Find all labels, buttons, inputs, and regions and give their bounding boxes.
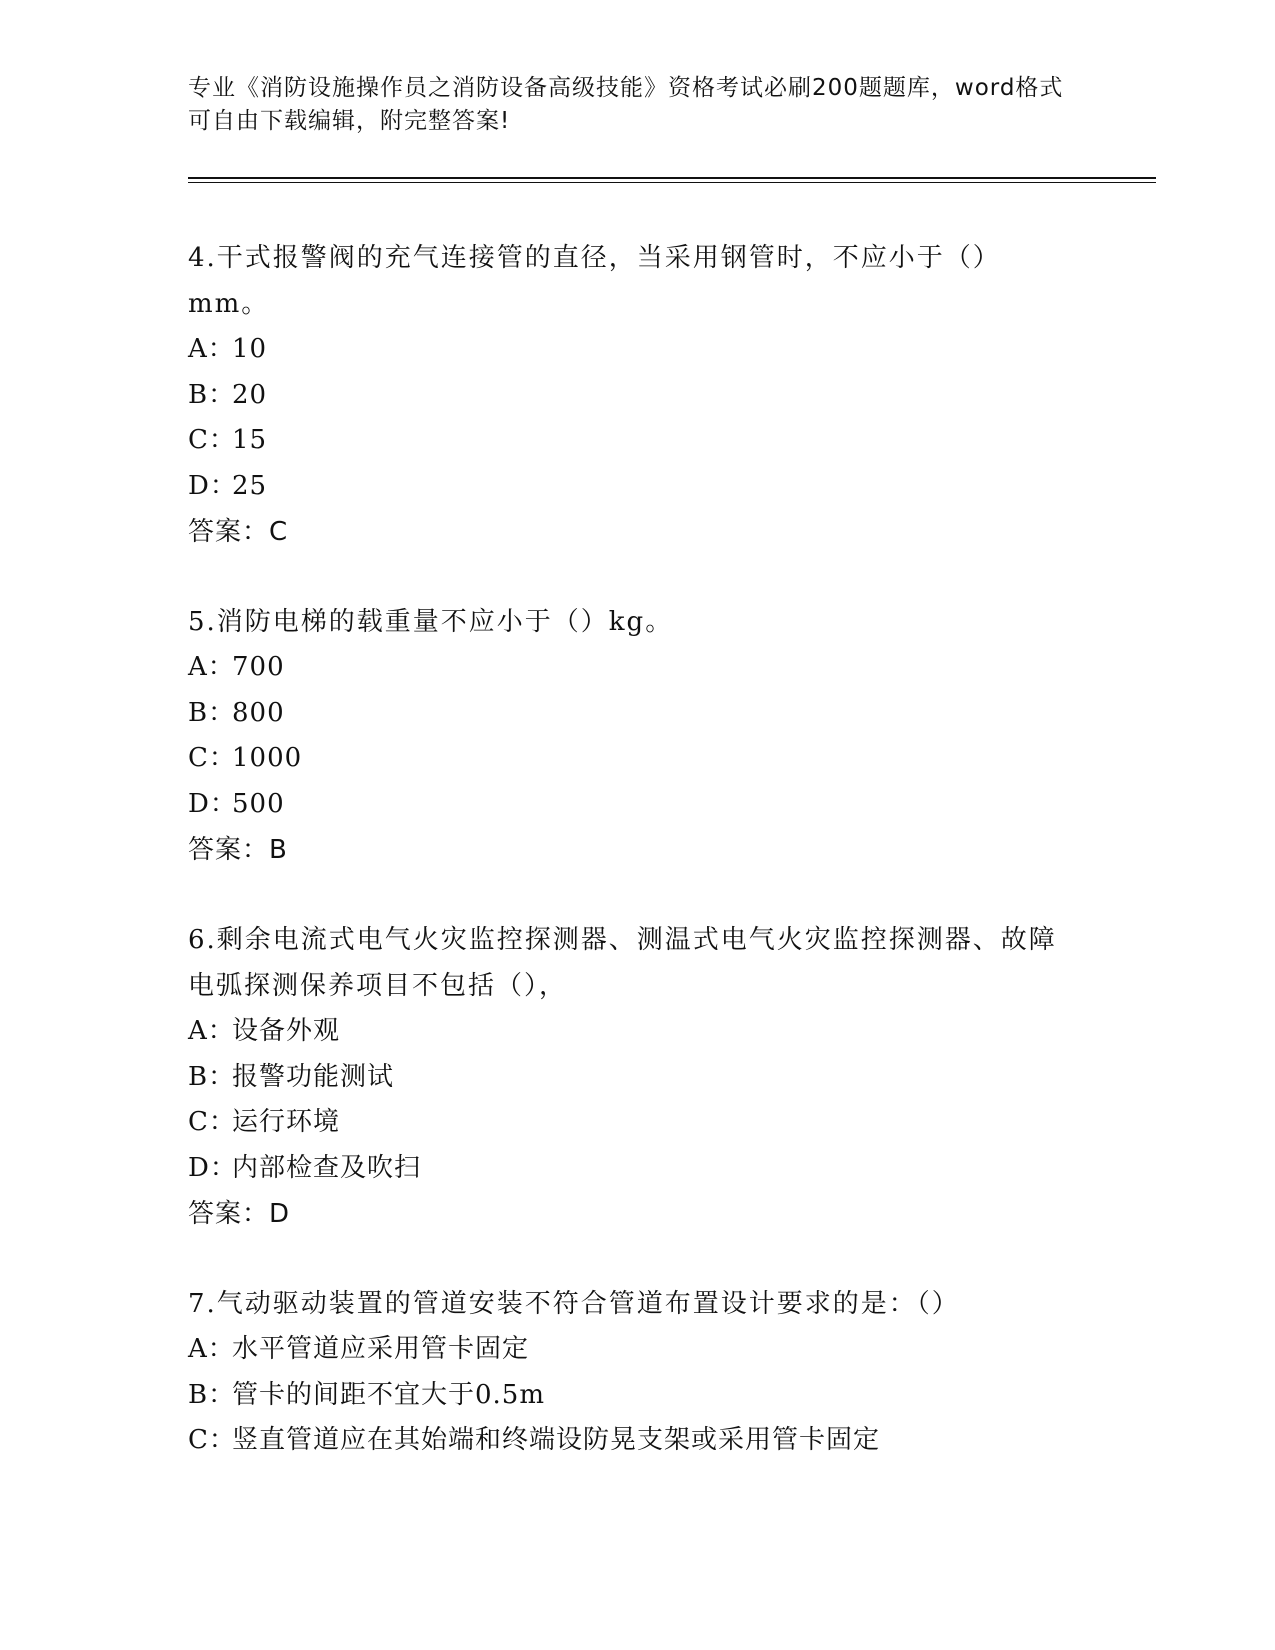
option-value: 20 [232,379,268,410]
option-value: 运行环境 [232,1107,341,1137]
question-text: 7.气动驱动装置的管道安装不符合管道布置设计要求的是：（） [188,1289,960,1319]
question-list [188,235,1068,1508]
option-value: 设备外观 [232,1016,341,1046]
option-b [188,1055,1068,1101]
option-a [188,645,1068,691]
option-c [188,736,1068,782]
answer-line: 答案：B [188,835,288,865]
question-block [188,235,1068,555]
option-letter: C： [188,1107,236,1137]
option-c [188,1100,1068,1146]
option-letter: C： [188,1425,236,1455]
option-letter: D： [188,788,237,819]
option-letter: B： [188,1379,236,1410]
option-letter: C： [188,425,236,455]
option-a [188,1009,1068,1055]
option-c [188,1418,1068,1464]
option-d [188,1146,1068,1192]
option-b [188,1373,1068,1419]
document-header-text: 专业《消防设施操作员之消防设备高级技能》资格考试必刷200题题库，word格式可自由下载编辑，附完整答案! [188,75,1064,134]
option-letter: A： [188,334,235,364]
option-c [188,418,1068,464]
answer-line: 答案：D [188,1199,291,1229]
question-text: 4.干式报警阀的充气连接管的直径，当采用钢管时，不应小于（）mm。 [188,243,1001,319]
option-value: 管卡的间距不宜大于0.5m [232,1379,546,1410]
option-value: 700 [232,652,285,682]
question-block [188,1281,1068,1464]
option-a [188,1327,1068,1373]
option-value: 15 [232,425,268,455]
option-value: 10 [232,334,268,364]
option-value: 25 [232,470,268,501]
option-b [188,373,1068,419]
option-value: 800 [232,697,285,728]
question-text: 5.消防电梯的载重量不应小于（）kg。 [188,607,674,637]
question-block [188,599,1068,873]
option-letter: A： [188,1334,235,1364]
option-value: 竖直管道应在其始端和终端设防晃支架或采用管卡固定 [232,1425,881,1455]
option-b [188,691,1068,737]
option-value: 1000 [232,743,303,773]
answer-line: 答案：C [188,517,289,547]
option-d [188,782,1068,828]
option-value: 内部检查及吹扫 [232,1152,422,1183]
option-letter: D： [188,1152,237,1183]
option-letter: B： [188,697,236,728]
header-divider [188,177,1156,183]
option-value: 500 [232,788,285,819]
option-letter: A： [188,1016,235,1046]
option-letter: B： [188,1061,236,1092]
option-letter: B： [188,379,236,410]
option-value: 水平管道应采用管卡固定 [232,1334,530,1364]
option-a [188,327,1068,373]
question-block [188,917,1068,1237]
option-letter: A： [188,652,235,682]
option-value: 报警功能测试 [232,1061,395,1092]
option-letter: D： [188,470,237,501]
option-d [188,464,1068,510]
option-letter: C： [188,743,236,773]
question-text: 6.剩余电流式电气火灾监控探测器、测温式电气火灾监控探测器、故障电弧探测保养项目不包括（）， [188,925,1057,1001]
